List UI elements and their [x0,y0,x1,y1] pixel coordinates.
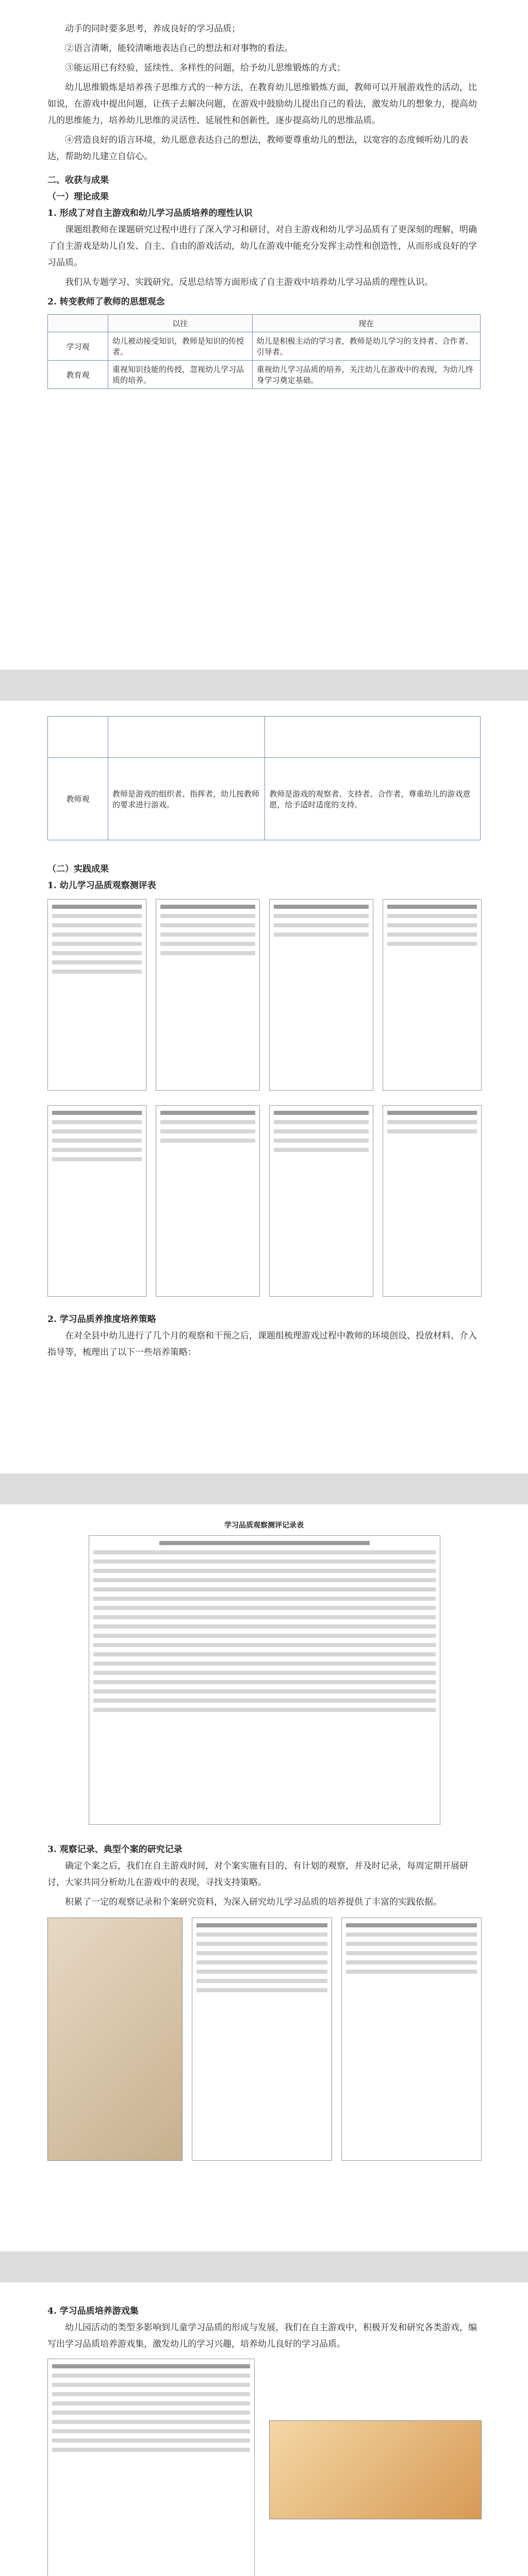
assessment-thumbnails [47,899,481,1301]
paragraph: ③能运用已有经验，延续性、多样性的问题，给予幼儿思维锻炼的方式； [65,63,345,73]
page-gap [0,670,528,701]
table-header: 现在 [252,315,480,332]
table-row: 教师观 教师是游戏的组织者、指挥者，幼儿按教师的要求进行游戏。 教师是游戏的观察者、支持者、合作者，尊重幼儿的游戏意愿，给予适时适度的支持。 [48,758,481,840]
section-title: 二、收获与成果 [47,175,109,185]
case-record-sheet [341,1918,482,2161]
paragraph: 确定个案之后，我们在自主游戏时间，对个案实施有目的、有计划的观察，并及时记录，每周定期开展研讨，大家共同分析幼儿在游戏中的表现，寻找支持策略。 [47,1861,468,1888]
sub-title: （一）理论成果 [47,192,109,202]
page-gap [0,1473,528,1504]
assessment-form-thumbnail [47,1105,146,1297]
paragraph: 幼儿思维锻炼是培养孩子思维方式的一种方法，在教育幼儿思维锻炼方面，教师可以开展游戏性的活动，比如说，在游戏中提出问题，让孩子去解决问题，在游戏中鼓励幼儿提出自己的看法，激发幼儿的想象力，提高幼儿的思维能力，培养幼儿思维的灵活性、延展性和创新性，逐步提高幼儿的思维品质。 [47,82,477,126]
assessment-form-thumbnail [269,899,373,1091]
paragraph: 在对全县中幼儿进行了几个月的观察和干预之后，课题组梳理游戏过程中教师的环境创设、投放材料、介入指导等，梳理出了以下一些培养策略： [47,1331,477,1358]
game-photo [269,2420,482,2519]
table-row [48,717,481,758]
page-1 [0,0,528,670]
sub-title: （二）实践成果 [47,864,109,874]
beliefs-table [47,314,481,389]
point-title: 4. 学习品质培养游戏集 [47,2306,139,2316]
paragraph: 幼儿园活动的类型多影响到儿童学习品质的形成与发展，我们在自主游戏中，积极开发和研究各类游戏，编写出学习品质培养游戏集，激发幼儿的学习兴趣，培养幼儿良好的学习品质。 [47,2323,477,2349]
paragraph: ②语言清晰，能较清晰地表达自己的想法和对事物的看法。 [65,43,293,54]
observation-form-image [89,1535,440,1825]
point-title: 2. 学习品质养推度培养策略 [47,1314,156,1325]
game-collection [47,2359,481,2576]
paragraph: 我们从专题学习、实践研究、反思总结等方面形成了自主游戏中培养幼儿学习品质的理性认识。 [65,277,433,287]
point-title: 1. 形成了对自主游戏和幼儿学习品质培养的理性认识 [47,208,253,218]
page-gap [0,2251,528,2282]
case-record-sheet [192,1918,332,2161]
case-records [47,1918,481,2165]
table-row: 学习观 幼儿被动接受知识，教师是知识的传授者。 幼儿是积极主动的学习者，教师是幼儿学习的支持者、合作者、引导者。 [48,332,481,361]
paragraph: 积累了一定的观察记录和个案研究资料，为深入研究幼儿学习品质的培养提供了丰富的实践依据。 [65,1897,442,1907]
paragraph: 动手的同时要多思考，养成良好的学习品质； [65,24,240,34]
page-4 [0,2282,528,2576]
assessment-form-thumbnail [383,899,482,1091]
paragraph: 课题组教师在课题研究过程中进行了深入学习和研讨，对自主游戏和幼儿学习品质有了更深刻的理解，明确了自主游戏是幼儿自发、自主、自由的游戏活动，幼儿在游戏中能充分发挥主动性和创造性，从而形成良好的学习品质。 [47,225,477,268]
paragraph: ④营造良好的语言环境，幼儿愿意表达自己的想法，教师要尊重幼儿的想法，以宽容的态度倾听幼儿的表达，帮助幼儿建立自信心。 [47,135,468,162]
assessment-form-thumbnail [383,1105,482,1297]
point-title: 2. 转变教师了教师的思想观念 [47,297,165,307]
table-header: 以往 [108,315,253,332]
point-title: 1. 幼儿学习品质观察测评表 [47,880,156,891]
page-3 [0,1504,528,2251]
point-title: 3. 观察记录、典型个案的研究记录 [47,1844,183,1855]
observation-form [47,1520,481,1829]
assessment-form-thumbnail [156,1105,260,1297]
case-photo [47,1918,183,2161]
beliefs-table-continued [47,716,481,840]
table-row: 教育观 重视知识技能的传授，忽视幼儿学习品质的培养。 重视幼儿学习品质的培养，关注幼儿在游戏中的表现，为幼儿终身学习奠定基础。 [48,361,481,389]
form-title: 学习品质观察测评记录表 [224,1521,304,1530]
page-2 [0,701,528,1473]
assessment-form-thumbnail [156,899,260,1091]
assessment-form-thumbnail [269,1105,373,1297]
assessment-form-thumbnail [47,899,146,1091]
table-header [48,315,108,332]
game-collection-page [47,2359,255,2576]
